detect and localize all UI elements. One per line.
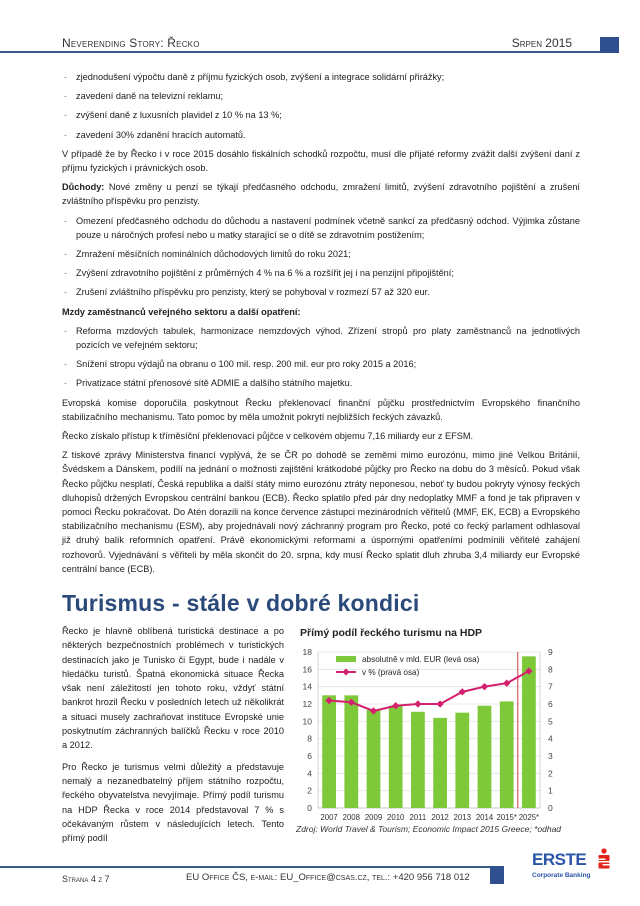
x-tick-label: 2025*	[518, 813, 540, 820]
header-rule	[0, 51, 600, 53]
list-item: - zjednodušení výpočtu daně z příjmu fyzických osob, zvýšení a integrace solidární přirážky;	[62, 70, 580, 84]
list-item: - Snížení stropu výdajů na obranu o 100 mil. resp. 200 mil. eur pro roky 2015 a 2016;	[62, 357, 580, 371]
x-tick-label: 2008	[342, 813, 360, 820]
paragraph: Evropská komise doporučila poskytnout Řecku překlenovací finanční půjčku prostřednictvím Evropského finančního stabilizačního mechanismu. Tato pomoc by měla umožnit pokrytí nejbližších řeckých závazků.	[62, 397, 580, 422]
y-right-tick-label: 3	[548, 751, 553, 761]
line-series-percent	[329, 671, 529, 711]
footer-contact: EU Office ČS, e-mail: EU_Office@csas.cz, tel.: +420 956 718 012	[186, 872, 470, 883]
logo-text: ERSTE	[532, 850, 587, 869]
chart-title: Přímý podíl řeckého turismu na HDP	[300, 627, 483, 639]
x-tick-label: 2013	[453, 813, 471, 820]
x-tick-label: 2014	[475, 813, 494, 820]
list-item: - zavedení daně na televizní reklamu;	[62, 89, 580, 103]
paragraph: Řecko je hlavně oblíbená turistická destinace a po některých bezpečnostních problémech v turistických destinacích jako je Tunisko či Egypt, bude i nadále v hledáčku turistů. Špatná ekonomická situace Řecka však není záležitostí jen tohoto roku, vždyť státní bankrot hrozil Řecku v posledních letech už několikrát a situaci musely zachraňovat instituce Evropské unie poskytnutím záchranných balíčků Řecku v roce 2010 a 2012.	[62, 626, 284, 751]
wages-heading	[62, 305, 580, 319]
paragraph: Řecko získalo přístup k tříměsíční překlenovací půjčce v celkovém objemu 7,16 miliardy eur z EFSM.	[62, 431, 474, 442]
bar-2008	[344, 695, 358, 808]
header-accent-box	[600, 37, 619, 53]
bar-2013	[455, 713, 469, 808]
y-left-tick-label: 6	[307, 751, 312, 761]
erste-logo	[522, 850, 622, 890]
legend-label-bars: absolutně v mld. EUR (levá osa)	[362, 655, 480, 664]
footer-accent-box	[490, 866, 504, 884]
header-date: Srpen 2015	[511, 36, 572, 50]
x-tick-label: 2009	[364, 813, 383, 820]
point-2015*	[503, 680, 510, 687]
bar-2025*	[522, 656, 536, 808]
y-right-tick-label: 0	[548, 803, 553, 813]
y-right-tick-label: 6	[548, 699, 553, 709]
bar-2007	[322, 695, 336, 808]
list-item: - Privatizace státní přenosové sítě ADMIE a dalšího státního majetku.	[62, 376, 580, 390]
y-left-tick-label: 18	[302, 647, 312, 657]
bar-2015*	[500, 701, 514, 808]
y-left-tick-label: 10	[302, 716, 312, 727]
list-item: - zvýšení daně z luxusních plavidel z 10 % na 13 %;	[62, 108, 580, 122]
legend-label-line: v % (pravá osa)	[362, 668, 420, 677]
x-tick-label: 2011	[409, 813, 427, 820]
y-left-tick-label: 2	[307, 785, 312, 796]
list-item: - Omezení předčasného odchodu do důchodu a nastavení podmínek včetně sankcí za předčasný odchod. Výjimka zůstane pouze u náročných profesí nebo u matky starající se o dítě se zdravotním postižením;	[62, 214, 580, 242]
tourism-chart	[290, 640, 590, 820]
point-2012	[436, 700, 443, 707]
pensions-label: Důchody:	[62, 182, 105, 193]
y-right-tick-label: 2	[548, 768, 553, 779]
point-2013	[459, 688, 466, 695]
sparkasse-s-icon	[598, 848, 610, 870]
y-right-tick-label: 7	[548, 681, 553, 692]
paragraph: Pro Řecko je turismus velmi důležitý a představuje nemalý a nezanedbatelný příjem státního rozpočtu, řeckého obyvatelstva nevyjímaje. Přímý podíl turismu na HDP Řecka v roce 2014 představoval 7 % s očekávaným růstem v následujících letech. Tento přímý podíl	[62, 761, 284, 844]
y-left-tick-label: 12	[302, 699, 312, 709]
y-left-tick-label: 8	[307, 733, 312, 744]
list-item: - Zrušení zvláštního příspěvku pro penzisty, který se pohyboval v rozmezí 57 až 320 eur.	[62, 285, 580, 299]
y-right-tick-label: 5	[548, 716, 553, 727]
x-tick-label: 2010	[387, 813, 405, 820]
bar-2010	[389, 706, 403, 808]
y-right-tick-label: 9	[548, 647, 553, 657]
chart-source: Zdroj: World Travel & Tourism; Economic Impact 2015 Greece; *odhad	[296, 824, 562, 834]
main-content	[62, 70, 580, 581]
header-title: Neverending Story: Řecko	[62, 36, 200, 50]
x-tick-label: 2015*	[496, 813, 517, 820]
y-right-tick-label: 1	[548, 785, 553, 796]
legend-swatch-bars	[336, 656, 356, 662]
section-heading: Turismus - stále v dobré kondici	[62, 590, 420, 616]
page-header	[0, 0, 640, 60]
paragraph: V případě že by Řecko i v roce 2015 dosáhlo fiskálních schodků rozpočtu, musí dle přijaté reformy zvážit další zvýšení daní z příjmu fyzických i právnických osob.	[62, 148, 580, 174]
bar-2012	[433, 718, 447, 808]
list-item: - Zvýšení zdravotního pojištění z průměrných 4 % na 6 % a rozšířit jej i na penzijní připojištění;	[62, 266, 580, 280]
footer-rule	[0, 866, 500, 868]
y-left-tick-label: 4	[307, 768, 312, 779]
page-number: Strana 4 z 7	[62, 874, 110, 884]
list-item: - Zmražení měsíčních nominálních důchodových limitů do roku 2021;	[62, 247, 580, 261]
y-left-tick-label: 16	[302, 664, 312, 675]
list-item: - zavedení 30% zdanění hracích automatů.	[62, 128, 580, 142]
bar-2009	[367, 710, 381, 808]
point-2014	[481, 683, 488, 690]
x-tick-label: 2007	[320, 813, 338, 820]
y-right-tick-label: 8	[548, 664, 553, 675]
y-left-tick-label: 0	[307, 803, 312, 813]
list-item: - Reforma mzdových tabulek, harmonizace nemzdových výhod. Zřízení stropů pro platy zaměstnanců na jednotlivých pozicích ve veřejném sektoru;	[62, 324, 580, 352]
tourism-text-column	[62, 624, 284, 852]
paragraph: Z tiskové zprávy Ministerstva financí vyplývá, že se ČR po dohodě se zeměmi mimo eurozónu, mimo jiné Velkou Británií, Švédskem a Dánskem, podílí na jednání o možnosti zajištění krátkodobé půjčky pro Řecko na dobu do 3 měsíců. Pokud však Řecko půjčku nesplatí, Česká republika a další státy mimo eurozónu ztráty neponesou, neboť ty budou pokryty výnosy řeckých dluhopisů držených Evropskou centrální bankou (ECB). Řecko splatilo před pár dny nedoplatky MMF a fond je tak připraven v pomoci Řecku pokračovat. Do Atén dorazili na konce července zástupci mezinárodních věřitelů (MMF, EK, ECB) a Evropského stabilizačního mechanismu (ESM), aby projednávali nový záchranný program pro Řecko, poté co řecký parlament odhlasoval již druhý balík reformních opatření. Právě ekonomickými reformami a úspornými opatřeními podmínili věřitelé zahájení rozhovorů. Vyjednávání s věřiteli by měla skončit do 20. srpna, kdy musí Řecko splatit dluh zhruba 3,4 miliardy eur Evropské centrální bance (ECB).	[62, 450, 580, 574]
x-tick-label: 2012	[431, 813, 449, 820]
bar-2014	[478, 706, 492, 808]
point-2011	[414, 700, 421, 707]
y-right-tick-label: 4	[548, 733, 553, 744]
pensions-paragraph	[62, 180, 580, 208]
bar-2011	[411, 712, 425, 808]
wages-heading-text: Mzdy zaměstnanců veřejného sektoru a další opatření:	[62, 306, 301, 317]
pensions-text: Nové změny u penzí se týkají předčasného odchodu, zmražení limitů, zvýšení zdravotního pojištění a zrušení zvláštního příspěvku pro penzisty.	[62, 182, 580, 207]
y-left-tick-label: 14	[302, 681, 312, 692]
logo-subtitle: Corporate Banking	[532, 872, 591, 879]
